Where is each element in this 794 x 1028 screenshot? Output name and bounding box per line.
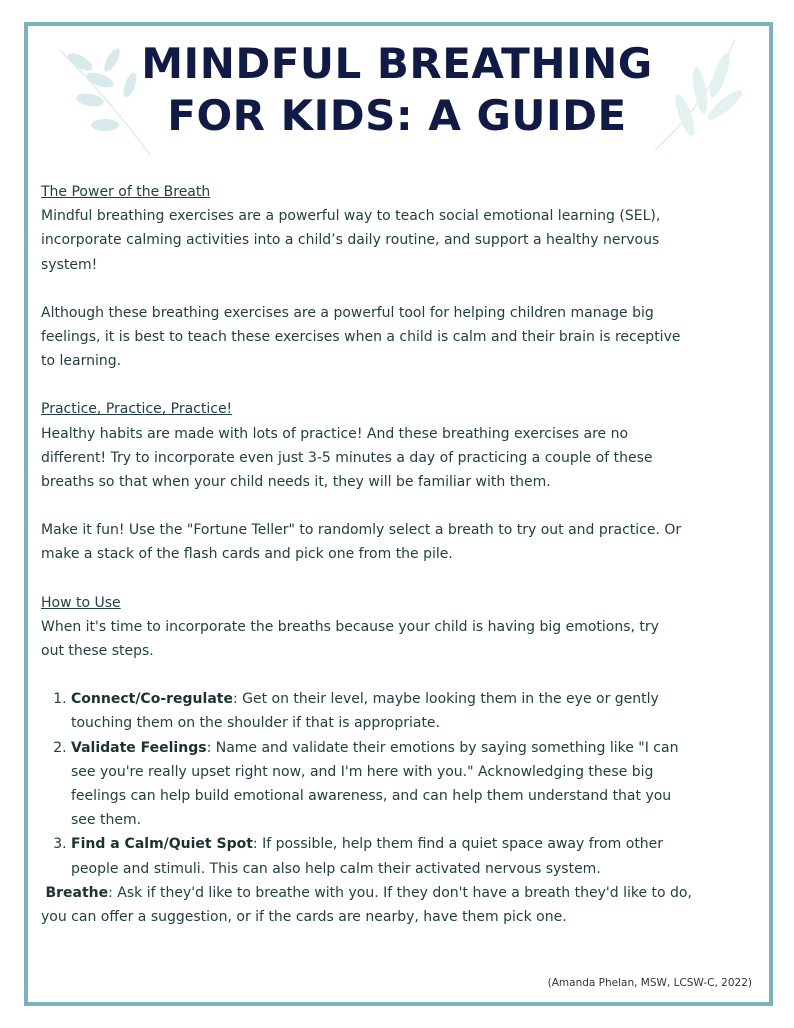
step-text: : Get on their level, maybe looking them in the eye or gently touching them on the shoulder if that is appropriate. xyxy=(71,691,659,732)
citation: (Amanda Phelan, MSW, LCSW-C, 2022) xyxy=(547,977,752,989)
paragraph: Although these breathing exercises are a powerful tool for helping children manage big feelings, it is best to teach these exercises when a child is calm and their brain is receptive to learning. xyxy=(41,304,681,370)
page-title xyxy=(0,38,794,142)
section-heading-practice: Practice, Practice, Practice! xyxy=(41,401,233,418)
step-label: Validate Feelings xyxy=(71,739,207,756)
step-text: : Name and validate their emotions by saying something like "I can see you're really upset right now, and I'm here with you." Acknowledging these big feelings can help build emotional awareness, and can help them understand that you see them. xyxy=(71,739,679,829)
breathe-label: Breathe xyxy=(45,884,109,901)
step-item xyxy=(71,832,756,880)
paragraph: Healthy habits are made with lots of practice! And these breathing exercises are no different! Try to incorporate even just 3-5 minutes a day of practicing a couple of these breaths so that when your child needs it, they will be familiar with them. xyxy=(41,425,653,491)
paragraph: Make it fun! Use the "Fortune Teller" to randomly select a breath to try out and practice. Or make a stack of the flash cards and pick one from the pile. xyxy=(41,522,682,563)
step-item xyxy=(71,687,756,735)
paragraph: Mindful breathing exercises are a powerful way to teach social emotional learning (SEL), incorporate calming activities into a child’s daily routine, and support a healthy nervous system! xyxy=(41,208,661,273)
guide-content xyxy=(41,180,756,929)
step-text: : If possible, help them find a quiet space away from other people and stimuli. This can also help calm their activated nervous system. xyxy=(71,836,664,877)
section-heading-how-to-use: How to Use xyxy=(41,594,121,611)
step-label: Find a Calm/Quiet Spot xyxy=(71,836,253,853)
step-item xyxy=(71,736,756,833)
title-line-2: FOR KIDS: A GUIDE xyxy=(167,91,627,140)
title-line-1: MINDFUL BREATHING xyxy=(141,39,653,88)
section-heading-power: The Power of the Breath xyxy=(41,184,211,200)
paragraph: When it's time to incorporate the breaths because your child is having big emotions, try out these steps. xyxy=(41,618,659,660)
breathe-text: : Ask if they'd like to breathe with you. If they don't have a breath they'd like to do, you can offer a suggestion, or if the cards are nearby, have them pick one. xyxy=(41,884,692,926)
breathe-step xyxy=(41,881,756,929)
steps-list xyxy=(41,687,756,881)
step-label: Connect/Co-regulate xyxy=(71,691,233,708)
